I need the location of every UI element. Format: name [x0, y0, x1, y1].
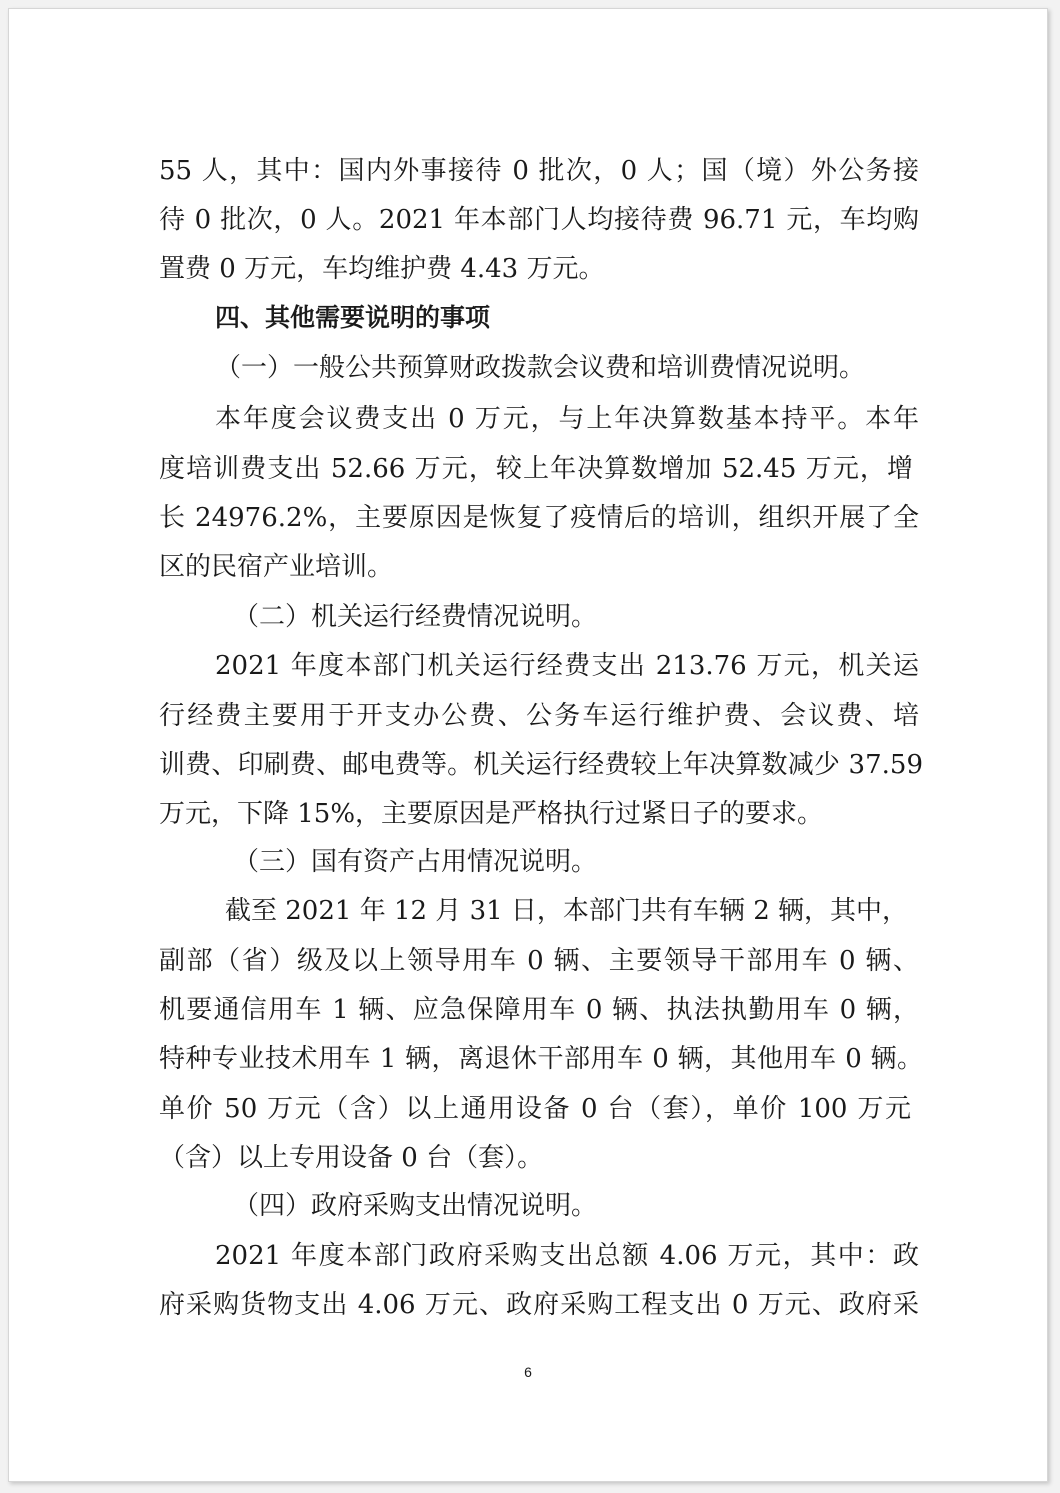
body-line: 2021 年度本部门政府采购支出总额 4.06 万元，其中：政: [215, 1241, 919, 1271]
document-page: [8, 8, 1048, 1482]
body-line: 行经费主要用于开支办公费、公务车运行维护费、会议费、培: [159, 701, 919, 731]
body-line: 区的民宿产业培训。: [159, 552, 394, 582]
body-line: 训费、印刷费、邮电费等。机关运行经费较上年决算数减少 37.59: [159, 750, 923, 780]
subsection-heading: （二）机关运行经费情况说明。: [233, 602, 598, 632]
body-line: 度培训费支出 52.66 万元，较上年决算数增加 52.45 万元，增: [159, 454, 913, 484]
subsection-heading: （一）一般公共预算财政拨款会议费和培训费情况说明。: [215, 353, 866, 383]
body-line: 待 0 批次，0 人。2021 年本部门人均接待费 96.71 元，车均购: [159, 205, 919, 235]
body-line: 长 24976.2%，主要原因是恢复了疫情后的培训，组织开展了全: [159, 503, 919, 533]
subsection-heading: （四）政府采购支出情况说明。: [233, 1191, 598, 1221]
body-line: 本年度会议费支出 0 万元，与上年决算数基本持平。本年: [215, 404, 919, 434]
body-line: 2021 年度本部门机关运行经费支出 213.76 万元，机关运: [215, 651, 919, 681]
body-line: 副部（省）级及以上领导用车 0 辆、主要领导干部用车 0 辆、: [159, 946, 919, 976]
body-line: 万元，下降 15%，主要原因是严格执行过紧日子的要求。: [159, 799, 824, 829]
body-line: （含）以上专用设备 0 台（套）。: [159, 1143, 544, 1173]
body-line: 置费 0 万元，车均维护费 4.43 万元。: [159, 254, 605, 284]
subsection-heading: （三）国有资产占用情况说明。: [233, 847, 598, 877]
body-line: 特种专业技术用车 1 辆，离退休干部用车 0 辆，其他用车 0 辆。: [159, 1044, 923, 1074]
body-line: 府采购货物支出 4.06 万元、政府采购工程支出 0 万元、政府采: [159, 1290, 919, 1320]
body-line: 单价 50 万元（含）以上通用设备 0 台（套），单价 100 万元: [159, 1094, 911, 1124]
page-number: 6: [524, 1364, 532, 1380]
body-line: 截至 2021 年 12 月 31 日，本部门共有车辆 2 辆，其中，: [225, 896, 908, 926]
section-heading: 四、其他需要说明的事项: [215, 303, 491, 332]
body-line: 55 人，其中：国内外事接待 0 批次，0 人；国（境）外公务接: [159, 156, 919, 186]
body-line: 机要通信用车 1 辆、应急保障用车 0 辆、执法执勤用车 0 辆，: [159, 995, 919, 1025]
